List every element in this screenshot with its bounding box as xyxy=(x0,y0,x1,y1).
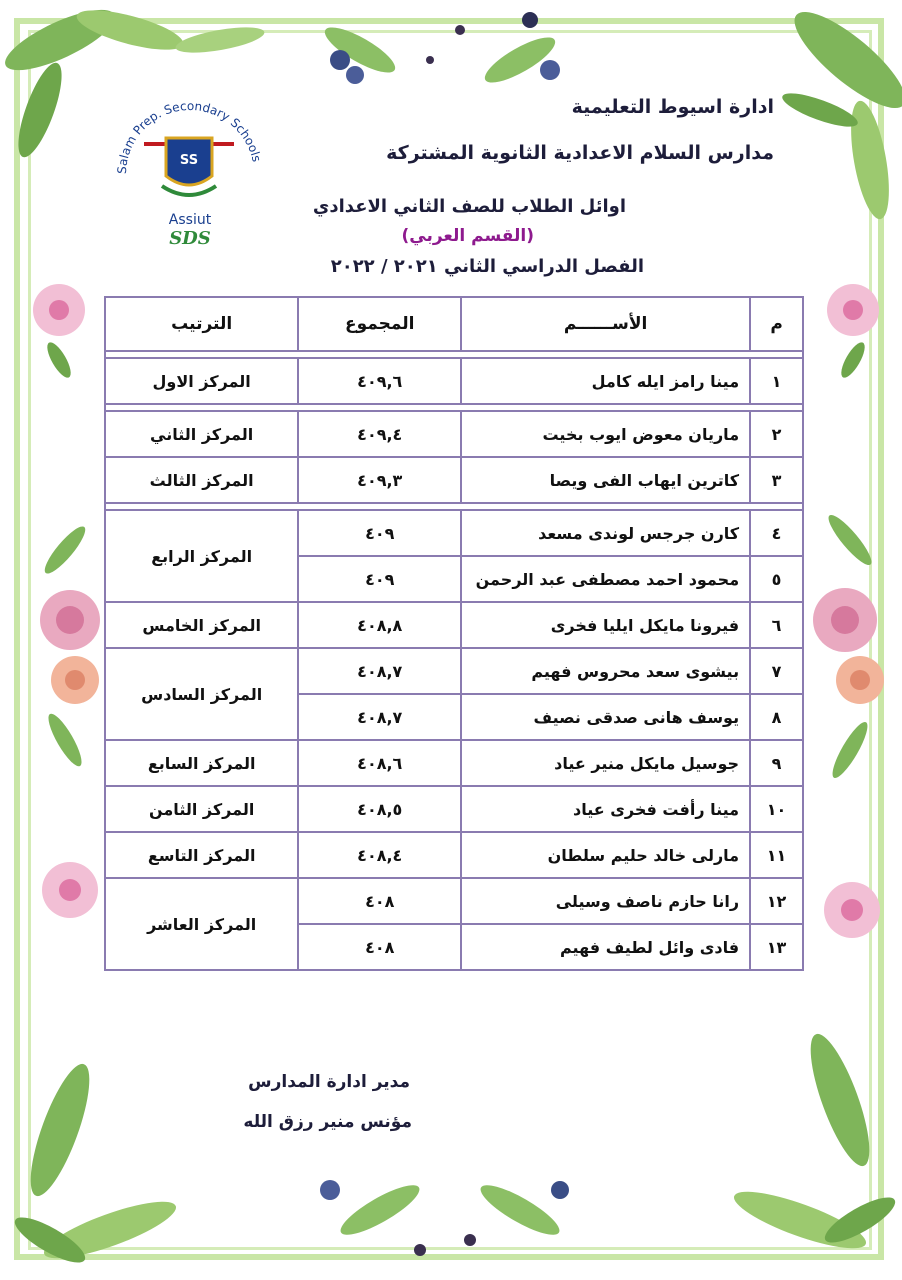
table-row: ١٢ رانا حازم ناصف وسيلى ٤٠٨ المركز العاشر xyxy=(105,878,803,924)
header-rank: الترتيب xyxy=(105,297,298,351)
right-flower-decoration xyxy=(818,280,888,390)
table-header-row xyxy=(105,297,803,351)
rank-cell: المركز الثامن xyxy=(105,786,298,832)
header-num: م xyxy=(750,297,803,351)
table-row: ٢ ماريان معوض ايوب بخيت ٤٠٩,٤ المركز الثاني xyxy=(105,411,803,457)
bottom-berries-decoration xyxy=(300,1150,620,1280)
rank-cell: المركز الخامس xyxy=(105,602,298,648)
header-total: المجموع xyxy=(298,297,461,351)
right-small-rose-decoration xyxy=(812,870,892,950)
rank-cell: المركز السابع xyxy=(105,740,298,786)
logo-city-text: Assiut xyxy=(168,212,212,228)
logo-arc-text: Salam Prep. Secondary Schools xyxy=(114,98,264,175)
left-flower-decoration xyxy=(24,280,94,390)
top-right-leaves-decoration xyxy=(760,0,902,280)
top-students-table xyxy=(104,296,804,971)
rank-cell: المركز السادس xyxy=(105,648,298,740)
signature-title: مدير ادارة المدارس xyxy=(248,1072,410,1092)
left-small-rose-decoration xyxy=(30,850,110,930)
right-roses-decoration xyxy=(800,500,902,790)
table-row: ٨ يوسف هانى صدقى نصيف ٤٠٨,٧ xyxy=(105,694,803,740)
school-logo xyxy=(104,86,274,256)
table-row: ١١ مارلى خالد حليم سلطان ٤٠٨,٤ المركز التاسع xyxy=(105,832,803,878)
rank-cell: المركز الثاني xyxy=(105,411,298,457)
rank-cell: المركز الثالث xyxy=(105,457,298,503)
rank-cell: المركز التاسع xyxy=(105,832,298,878)
table-row: ٤ كارن جرجس لوندى مسعد ٤٠٩ المركز الرابع xyxy=(105,510,803,556)
header-name: الأســــــم xyxy=(461,297,750,351)
bottom-left-leaves-decoration xyxy=(0,1010,220,1280)
term-label: الفصل الدراسي الثاني ٢٠٢١ / ٢٠٢٢ xyxy=(330,256,644,277)
bottom-right-leaves-decoration xyxy=(720,1000,902,1280)
document-title: اوائل الطلاب للصف الثاني الاعدادي xyxy=(312,196,626,217)
school-name: مدارس السلام الاعدادية الثانوية المشتركة xyxy=(386,142,774,164)
logo-shield-text: SS xyxy=(179,153,199,168)
section-label: (القسم العربي) xyxy=(401,226,534,246)
left-roses-decoration xyxy=(20,520,110,780)
logo-abbr-text: SDS xyxy=(169,228,211,249)
rank-cell: المركز العاشر xyxy=(105,878,298,970)
table-row: ٧ بيشوى سعد محروس فهيم ٤٠٨,٧ المركز السادس xyxy=(105,648,803,694)
table-row: ٩ جوسيل مايكل منير عياد ٤٠٨,٦ المركز السابع xyxy=(105,740,803,786)
table-row: ١٣ فادى وائل لطيف فهيم ٤٠٨ xyxy=(105,924,803,970)
table-row: ١٠ مينا رأفت فخرى عياد ٤٠٨,٥ المركز الثامن xyxy=(105,786,803,832)
signature-name: مؤنس منير رزق الله xyxy=(243,1112,412,1132)
table-row: ١ مينا رامز ايله كامل ٤٠٩,٦ المركز الاول xyxy=(105,358,803,404)
table-row: ٦ فيرونا مايكل ايليا فخرى ٤٠٨,٨ المركز الخامس xyxy=(105,602,803,648)
directorate-name: ادارة اسيوط التعليمية xyxy=(571,96,774,118)
rank-cell: المركز الاول xyxy=(105,358,298,404)
rank-cell: المركز الرابع xyxy=(105,510,298,602)
table-row: ٥ محمود احمد مصطفى عبد الرحمن ٤٠٩ xyxy=(105,556,803,602)
table-row: ٣ كاترين ايهاب الفى ويصا ٤٠٩,٣ المركز الثالث xyxy=(105,457,803,503)
